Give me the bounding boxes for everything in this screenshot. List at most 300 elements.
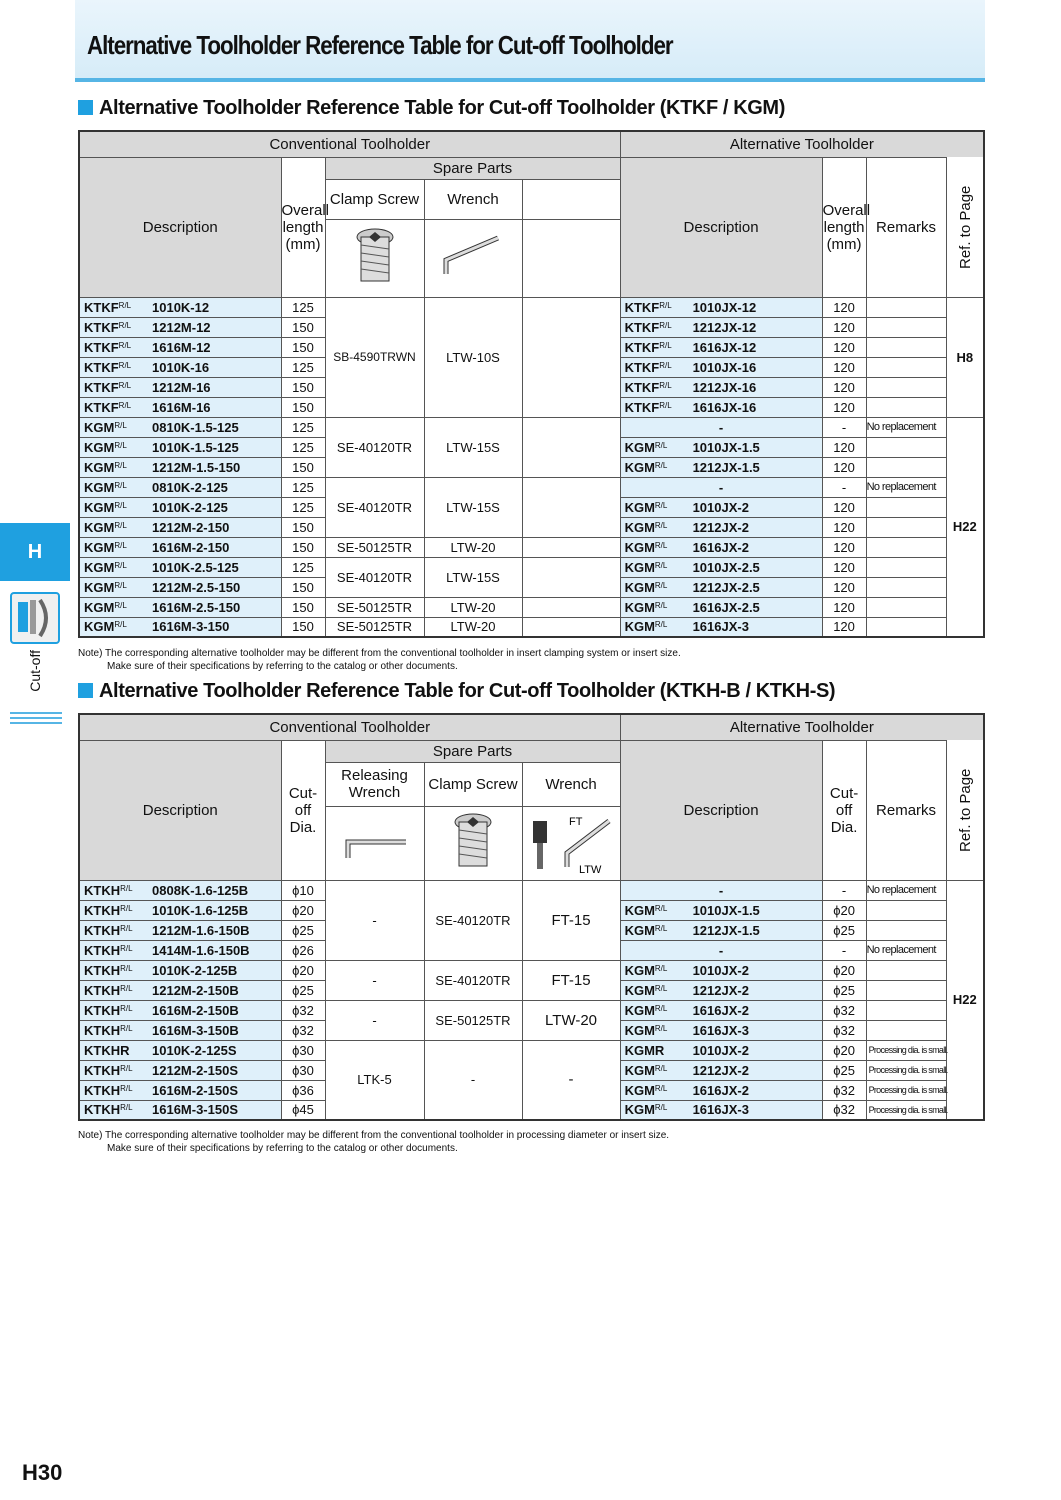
alt-description-cell — [620, 1000, 822, 1020]
description-header: Description — [79, 740, 281, 880]
cutoff-dia-cell: ϕ25 — [281, 980, 325, 1000]
clamp-screw-cell: SE-50125TR — [325, 617, 424, 637]
model-name: $KTKF^{R/L}$ — [84, 399, 132, 415]
alt-length-cell: 120 — [822, 617, 866, 637]
model-name: $KTKH^{R/L}$ — [84, 882, 133, 898]
alt-description-cell — [620, 457, 822, 477]
overall-length-cell: 125 — [281, 557, 325, 577]
model-size: 1212JX-2.5 — [692, 579, 760, 595]
model-size: 1616JX-3 — [692, 619, 749, 635]
alt-cutoff-dia-cell: ϕ32 — [822, 1080, 866, 1100]
alt-cutoff-dia-header: Cut-off Dia. — [822, 740, 866, 880]
rl-hand-mark: R/L — [654, 1003, 668, 1013]
rl-hand-mark: R/L — [120, 1063, 133, 1073]
rl-hand-mark: R/L — [114, 580, 127, 590]
section1-title: Alternative Toolholder Reference Table for Cut-off Toolholder (KTKF / KGM) — [78, 97, 785, 120]
model-name: $KGM^{R/L}$ — [624, 982, 668, 998]
model-size: 0808K-1.6-125B — [152, 882, 249, 898]
model-size: 1212M-1.5-150 — [152, 459, 241, 475]
page-header — [75, 0, 985, 82]
remarks-cell — [866, 337, 946, 357]
model-name: $KGM^{R/L}$ — [84, 539, 127, 555]
alt-description-cell — [620, 597, 822, 617]
model-size: 1212JX-1.5 — [692, 922, 760, 938]
releasing-wrench-cell: - — [325, 960, 424, 1000]
model-size: 1212M-16 — [152, 379, 211, 395]
rl-hand-mark: R/L — [114, 540, 127, 550]
wrench-cell: LTW-15S — [424, 477, 522, 537]
model-size: 1010JX-2 — [692, 1042, 749, 1058]
description-cell — [79, 377, 281, 397]
screw-icon — [451, 812, 495, 872]
description-cell — [79, 940, 281, 960]
alt-description-cell: - — [620, 477, 822, 497]
model-name: $KTKH^{R/L}$ — [84, 962, 133, 978]
side-divider — [10, 722, 62, 724]
description-cell — [79, 457, 281, 477]
remarks-cell — [866, 1020, 946, 1040]
cutoff-dia-cell: ϕ45 — [281, 1100, 325, 1120]
rl-hand-mark: R/L — [120, 963, 133, 973]
clamp-screw-cell: SE-40120TR — [325, 477, 424, 537]
table-row — [79, 880, 984, 900]
description-cell — [79, 477, 281, 497]
model-name: $KGM^{R/L}$ — [624, 1062, 668, 1078]
remarks-cell: Processing dia. is small. — [866, 1100, 946, 1120]
model-name: $KTKF^{R/L}$ — [624, 299, 672, 315]
model-size: 1212JX-2 — [692, 519, 749, 535]
model-name: $KTKF^{R/L}$ — [624, 339, 672, 355]
empty-cell — [522, 219, 620, 297]
cutoff-dia-cell: ϕ10 — [281, 880, 325, 900]
ref-page-header: Ref. to Page — [946, 157, 984, 297]
overall-length-cell: 150 — [281, 397, 325, 417]
model-name: $KGM^{R/L}$ — [624, 1082, 668, 1098]
clamp-screw-cell: SE-50125TR — [325, 597, 424, 617]
description-cell — [79, 980, 281, 1000]
description-cell — [79, 297, 281, 317]
model-size: 1010K-2-125B — [152, 962, 238, 978]
alt-cutoff-dia-cell: - — [822, 940, 866, 960]
clamp-screw-cell: SE-40120TR — [424, 880, 522, 960]
rl-hand-mark: R/L — [118, 400, 132, 410]
overall-length-cell: 125 — [281, 437, 325, 457]
remarks-cell: No replacement — [866, 477, 946, 497]
alt-length-cell: 120 — [822, 597, 866, 617]
model-size: 1010JX-1.5 — [692, 902, 760, 918]
rl-hand-mark: R/L — [114, 560, 127, 570]
cutoff-dia-cell: ϕ20 — [281, 960, 325, 980]
rl-hand-mark: R/L — [654, 540, 668, 550]
table-ktkf-kgm — [78, 130, 985, 638]
empty-cell — [522, 557, 620, 597]
table-row — [79, 537, 984, 557]
model-name: $KGM^{R/L}$ — [624, 922, 668, 938]
rl-hand-mark: R/L — [120, 983, 133, 993]
releasing-wrench-cell: - — [325, 880, 424, 960]
side-divider — [10, 717, 62, 719]
alt-description-cell — [620, 960, 822, 980]
alternative-header: Alternative Toolholder — [620, 714, 984, 740]
rl-hand-mark: R/L — [659, 300, 672, 310]
description-cell — [79, 537, 281, 557]
model-size: 1616JX-2 — [692, 1082, 749, 1098]
rl-hand-mark: R/L — [114, 620, 127, 630]
alt-length-cell: 120 — [822, 357, 866, 377]
alt-description-cell — [620, 537, 822, 557]
description-header: Description — [79, 157, 281, 297]
rl-hand-mark: R/L — [114, 420, 127, 430]
wrench-cell: LTW-20 — [424, 617, 522, 637]
table-row — [79, 1040, 984, 1060]
remarks-cell — [866, 617, 946, 637]
overall-length-cell: 150 — [281, 317, 325, 337]
overall-length-header: Overall length (mm) — [281, 157, 325, 297]
alt-description-cell: - — [620, 880, 822, 900]
rl-hand-mark: R/L — [654, 460, 668, 470]
description-cell — [79, 1000, 281, 1020]
model-size: 1616JX-12 — [692, 339, 757, 355]
alt-cutoff-dia-cell: ϕ32 — [822, 1020, 866, 1040]
alt-description-cell — [620, 557, 822, 577]
description-cell — [79, 337, 281, 357]
remarks-cell: Processing dia. is small. — [866, 1040, 946, 1060]
model-name: $KTKH^{R/L}$ — [84, 1102, 133, 1118]
model-size: 1212M-1.6-150B — [152, 922, 250, 938]
alt-description-cell — [620, 900, 822, 920]
model-name: $KTKH^{R/L}$ — [84, 942, 133, 958]
model-name: $KGM^{R/L}$ — [84, 519, 127, 535]
rl-hand-mark: R/L — [654, 1103, 668, 1113]
rl-hand-mark: R/L — [120, 1003, 133, 1013]
chapter-tab[interactable]: H — [0, 523, 70, 581]
alternative-header: Alternative Toolholder — [620, 131, 984, 157]
model-size: 1212M-2-150B — [152, 982, 239, 998]
model-size: 1616M-3-150S — [152, 1102, 238, 1118]
model-name: $KGM^{R/L}$ — [84, 499, 127, 515]
model-size: 1212JX-2 — [692, 1062, 749, 1078]
alt-length-cell: 120 — [822, 557, 866, 577]
remarks-cell — [866, 357, 946, 377]
cutoff-dia-cell: ϕ30 — [281, 1060, 325, 1080]
model-size: 1010K-2.5-125 — [152, 559, 239, 575]
model-name: $KGM^{R/L}$ — [624, 579, 668, 595]
conventional-header: Conventional Toolholder — [79, 131, 620, 157]
model-size: 1212JX-12 — [692, 319, 757, 335]
rl-hand-mark: R/L — [654, 983, 668, 993]
clamp-screw-cell: SB-4590TRWN — [325, 297, 424, 417]
side-divider — [10, 712, 62, 714]
empty-cell — [522, 537, 620, 557]
model-name: $KGM^{R/L}$ — [84, 579, 127, 595]
remarks-header: Remarks — [866, 157, 946, 297]
wrench-header: Wrench — [424, 179, 522, 219]
model-name: $KTKF^{R/L}$ — [84, 379, 132, 395]
rl-hand-mark: R/L — [654, 1063, 668, 1073]
remarks-cell — [866, 900, 946, 920]
side-label: Cut-off — [27, 650, 43, 692]
description-cell — [79, 597, 281, 617]
remarks-cell — [866, 377, 946, 397]
model-name: $KGM^{R/L}$ — [624, 1002, 668, 1018]
rl-hand-mark: R/L — [120, 1083, 133, 1093]
description-cell — [79, 617, 281, 637]
model-size: 1616JX-2 — [692, 1002, 749, 1018]
rl-hand-mark: R/L — [659, 400, 672, 410]
rl-hand-mark: R/L — [118, 340, 132, 350]
model-name: KTKHR — [84, 1042, 130, 1058]
alt-cutoff-dia-cell: ϕ20 — [822, 1040, 866, 1060]
table1-note: Note) The corresponding alternative toolholder may be different from the conventional toolholder in insert clamping system or insert size. Make sure of their specifications by referring to the catalog or other documents. — [78, 648, 681, 672]
releasing-wrench-cell: - — [325, 1000, 424, 1040]
alt-cutoff-dia-cell: ϕ32 — [822, 1000, 866, 1020]
wrench-image — [424, 219, 522, 297]
alt-cutoff-dia-cell: ϕ25 — [822, 920, 866, 940]
alt-length-cell: 120 — [822, 317, 866, 337]
wrench-cell: - — [522, 1040, 620, 1120]
rl-hand-mark: R/L — [654, 580, 668, 590]
wrench-cell: LTW-15S — [424, 557, 522, 597]
alt-description-cell — [620, 617, 822, 637]
description-cell — [79, 577, 281, 597]
remarks-cell: No replacement — [866, 940, 946, 960]
overall-length-cell: 125 — [281, 477, 325, 497]
wrench-cell: FT-15 — [522, 960, 620, 1000]
rl-hand-mark: R/L — [118, 380, 132, 390]
rl-hand-mark: R/L — [654, 520, 668, 530]
model-name: $KGM^{R/L}$ — [84, 619, 127, 635]
description-cell — [79, 900, 281, 920]
rl-hand-mark: R/L — [114, 600, 127, 610]
model-size: 1010K-1.5-125 — [152, 439, 239, 455]
overall-length-cell: 125 — [281, 417, 325, 437]
alt-description-cell — [620, 317, 822, 337]
model-size: 1616JX-2.5 — [692, 599, 760, 615]
model-name: $KTKF^{R/L}$ — [624, 319, 672, 335]
wrench-cell: FT-15 — [522, 880, 620, 960]
alt-cutoff-dia-cell: ϕ20 — [822, 960, 866, 980]
alt-description-cell — [620, 337, 822, 357]
model-size: 1616M-2-150S — [152, 1082, 238, 1098]
model-size: 1010JX-1.5 — [692, 439, 760, 455]
table-row — [79, 557, 984, 577]
wrench-cell: LTW-20 — [424, 597, 522, 617]
overall-length-cell: 150 — [281, 337, 325, 357]
overall-length-cell: 150 — [281, 577, 325, 597]
model-size: 1616M-2.5-150 — [152, 599, 241, 615]
model-size: 1010K-12 — [152, 299, 210, 315]
alt-description-cell — [620, 397, 822, 417]
alt-length-cell: 120 — [822, 437, 866, 457]
cutoff-dia-cell: ϕ32 — [281, 1020, 325, 1040]
model-size: 1212M-2.5-150 — [152, 579, 241, 595]
model-name: $KGM^{R/L}$ — [84, 419, 127, 435]
remarks-cell — [866, 960, 946, 980]
model-name: $KTKH^{R/L}$ — [84, 982, 133, 998]
rl-hand-mark: R/L — [120, 1023, 133, 1033]
clamp-screw-header: Clamp Screw — [325, 179, 424, 219]
alt-description-cell — [620, 1080, 822, 1100]
rl-hand-mark: R/L — [114, 500, 127, 510]
table-row — [79, 597, 984, 617]
ltw-label: LTW — [579, 863, 602, 876]
table-row — [79, 297, 984, 317]
remarks-cell — [866, 537, 946, 557]
description-cell — [79, 1080, 281, 1100]
alt-description-cell — [620, 517, 822, 537]
model-name: $KGM^{R/L}$ — [624, 902, 668, 918]
empty-cell — [522, 597, 620, 617]
alt-description-cell — [620, 1040, 822, 1060]
model-name: $KGM^{R/L}$ — [624, 599, 668, 615]
rl-hand-mark: R/L — [654, 1023, 668, 1033]
model-size: 1010K-2-125 — [152, 499, 228, 515]
model-size: 1616M-12 — [152, 339, 211, 355]
empty-cell — [522, 417, 620, 477]
model-name: $KGM^{R/L}$ — [624, 1102, 668, 1118]
alt-description-header: Description — [620, 157, 822, 297]
rl-hand-mark: R/L — [114, 440, 127, 450]
alt-cutoff-dia-cell: ϕ20 — [822, 900, 866, 920]
remarks-cell — [866, 1000, 946, 1020]
cutoff-dia-cell: ϕ36 — [281, 1080, 325, 1100]
rl-hand-mark: R/L — [118, 360, 132, 370]
remarks-cell: Processing dia. is small. — [866, 1080, 946, 1100]
model-name: $KGM^{R/L}$ — [624, 539, 668, 555]
alt-length-cell: 120 — [822, 577, 866, 597]
model-name: $KTKF^{R/L}$ — [84, 319, 132, 335]
model-name: $KTKF^{R/L}$ — [84, 339, 132, 355]
alt-description-cell: - — [620, 940, 822, 960]
table-row — [79, 617, 984, 637]
description-cell — [79, 317, 281, 337]
model-size: 1010JX-2 — [692, 962, 749, 978]
remarks-header: Remarks — [866, 740, 946, 880]
alt-length-cell: 120 — [822, 537, 866, 557]
rl-hand-mark: R/L — [120, 883, 133, 893]
cutoff-dia-cell: ϕ26 — [281, 940, 325, 960]
clamp-screw-cell: - — [424, 1040, 522, 1120]
ft-label: FT — [569, 815, 583, 828]
table2-note: Note) The corresponding alternative toolholder may be different from the conventional toolholder in processing diameter or insert size. Make sure of their specifications by referring to the catalog or other documents. — [78, 1130, 670, 1154]
cutoff-dia-cell: ϕ20 — [281, 900, 325, 920]
table-row — [79, 477, 984, 497]
overall-length-cell: 150 — [281, 377, 325, 397]
model-size: 1616JX-16 — [692, 399, 757, 415]
model-name: $KGM^{R/L}$ — [624, 1022, 668, 1038]
model-name: $KTKF^{R/L}$ — [624, 359, 672, 375]
rl-hand-mark: R/L — [654, 620, 668, 630]
overall-length-cell: 125 — [281, 357, 325, 377]
alt-description-cell — [620, 577, 822, 597]
model-name: $KGM^{R/L}$ — [624, 439, 668, 455]
model-size: 1616M-16 — [152, 399, 211, 415]
model-size: 1616M-3-150B — [152, 1022, 239, 1038]
remarks-cell: Processing dia. is small. — [866, 1060, 946, 1080]
model-size: 1010JX-12 — [692, 299, 757, 315]
model-size: 1010K-16 — [152, 359, 210, 375]
overall-length-cell: 150 — [281, 517, 325, 537]
empty-cell — [522, 617, 620, 637]
alt-length-cell: 120 — [822, 337, 866, 357]
cutoff-dia-header: Cut-off Dia. — [281, 740, 325, 880]
rl-hand-mark: R/L — [120, 923, 133, 933]
alt-description-cell: - — [620, 417, 822, 437]
ref-page-cell: H22 — [946, 417, 984, 637]
rl-hand-mark: R/L — [659, 380, 672, 390]
model-name: $KTKH^{R/L}$ — [84, 922, 133, 938]
remarks-cell — [866, 437, 946, 457]
bullet-square-icon — [78, 100, 93, 115]
model-size: 1212JX-2 — [692, 982, 749, 998]
model-name: $KGM^{R/L}$ — [84, 559, 127, 575]
rl-hand-mark: R/L — [659, 340, 672, 350]
wrench-image — [522, 806, 620, 880]
ref-page-cell: H8 — [946, 297, 984, 417]
wrench-cell: LTW-10S — [424, 297, 522, 417]
ref-page-header: Ref. to Page — [946, 740, 984, 880]
model-size: 1616JX-3 — [692, 1102, 749, 1118]
remarks-cell — [866, 297, 946, 317]
remarks-cell — [866, 517, 946, 537]
model-name: $KGM^{R/L}$ — [84, 599, 127, 615]
remarks-cell — [866, 920, 946, 940]
remarks-cell — [866, 317, 946, 337]
overall-length-cell: 150 — [281, 457, 325, 477]
rl-hand-mark: R/L — [120, 943, 133, 953]
clamp-screw-cell: SE-40120TR — [325, 557, 424, 597]
model-name: $KTKH^{R/L}$ — [84, 1002, 133, 1018]
model-name: KGMR — [624, 1042, 665, 1058]
model-size: 1010K-2-125S — [152, 1042, 237, 1058]
model-name: $KGM^{R/L}$ — [84, 479, 127, 495]
rl-hand-mark: R/L — [118, 300, 132, 310]
table-row — [79, 1000, 984, 1020]
model-size: 1616M-3-150 — [152, 619, 230, 635]
releasing-wrench-cell: LTK-5 — [325, 1040, 424, 1120]
rl-hand-mark: R/L — [120, 903, 133, 913]
remarks-cell — [866, 397, 946, 417]
overall-length-cell: 150 — [281, 617, 325, 637]
rl-hand-mark: R/L — [659, 360, 672, 370]
description-cell — [79, 417, 281, 437]
alt-description-cell — [620, 377, 822, 397]
cutoff-dia-cell: ϕ32 — [281, 1000, 325, 1020]
description-cell — [79, 1040, 281, 1060]
table-ktkh — [78, 713, 985, 1121]
table-row — [79, 417, 984, 437]
clamp-screw-image — [325, 219, 424, 297]
alt-cutoff-dia-cell: - — [822, 880, 866, 900]
description-cell — [79, 1020, 281, 1040]
empty-cell — [522, 297, 620, 417]
rl-hand-mark: R/L — [654, 963, 668, 973]
screw-icon — [353, 227, 397, 287]
model-name: $KTKH^{R/L}$ — [84, 1022, 133, 1038]
remarks-cell — [866, 577, 946, 597]
alt-description-cell — [620, 920, 822, 940]
model-size: 1010JX-16 — [692, 359, 757, 375]
description-cell — [79, 880, 281, 900]
model-size: 1010JX-2 — [692, 499, 749, 515]
alt-description-cell — [620, 357, 822, 377]
empty-header — [522, 179, 620, 219]
model-name: $KTKH^{R/L}$ — [84, 902, 133, 918]
alt-length-cell: 120 — [822, 377, 866, 397]
cutoff-dia-cell: ϕ30 — [281, 1040, 325, 1060]
model-name: $KGM^{R/L}$ — [624, 499, 668, 515]
description-cell — [79, 497, 281, 517]
